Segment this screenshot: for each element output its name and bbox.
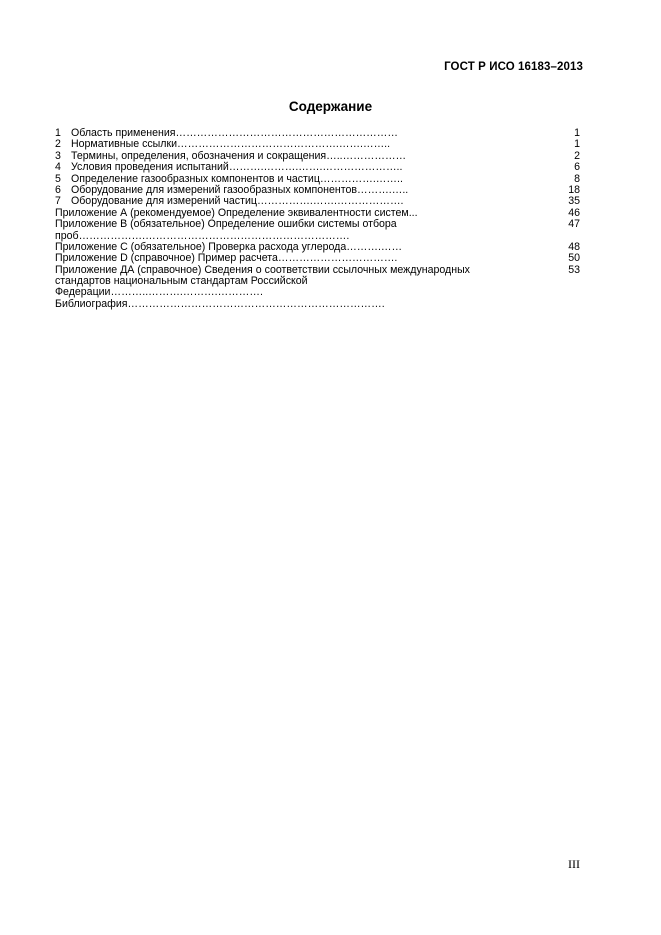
toc-entry-page: 46 — [568, 206, 580, 219]
toc-entry-title: Условия проведения испытаний……….……….…….………………….. — [71, 161, 403, 174]
toc-entry-number: 4 — [55, 161, 61, 174]
toc-entry[interactable] — [55, 162, 585, 173]
toc-entry-title: Библиография………………………………………………………………. — [55, 297, 385, 310]
toc-entry-title: Приложение С (обязательное) Проверка расхода углерода……….…… — [55, 240, 403, 253]
toc-entry-page: 1 — [574, 127, 580, 139]
toc-entry-title: Нормативные ссылки……………………………………….…….…….. — [71, 138, 391, 151]
toc-entry-title: Оборудование для измерений частиц…………….…….………………. — [71, 195, 404, 208]
toc-entry-annex-d[interactable] — [55, 253, 585, 264]
toc-entry-title: Термины, определения, обозначения и сокращения…..……………… — [71, 149, 407, 162]
toc-entry-title: Область применения……………………………………………………… — [71, 127, 398, 139]
toc-entry-page: 53 — [568, 263, 580, 276]
toc-entry-page: 47 — [568, 218, 580, 231]
toc-entry-page: 2 — [574, 149, 580, 162]
toc-entry-page: 8 — [574, 172, 580, 185]
toc-entry-page: 6 — [574, 161, 580, 174]
toc-entry-bibliography[interactable] — [55, 299, 585, 310]
toc-entry-page: 18 — [568, 183, 580, 196]
toc-title: Содержание — [288, 99, 373, 114]
toc-entry-title: проб……………….…………………………………………………. — [55, 229, 350, 242]
toc-entry-title: Определение газообразных компонентов и частиц…………….…….. — [71, 172, 403, 185]
toc-entry-page: 1 — [574, 138, 580, 151]
toc-entry-number: 7 — [55, 195, 61, 208]
toc-entry-number: 1 — [55, 127, 61, 139]
page-number: III — [568, 857, 580, 871]
standard-designation: ГОСТ Р ИСО 16183–2013 — [444, 61, 583, 73]
toc-entry-number: 5 — [55, 172, 61, 185]
toc-entry-page: 48 — [568, 240, 580, 253]
toc-entry-number: 6 — [55, 183, 61, 196]
toc-entry-number: 3 — [55, 149, 61, 162]
toc-entry-title: Приложение В (обязательное) Определение ошибки системы отбора — [55, 218, 397, 231]
toc-entry-page: 50 — [568, 252, 580, 265]
toc-entry-number: 2 — [55, 138, 61, 151]
toc-entry-title: Приложение А (рекомендуемое) Определение эквивалентности систем... — [55, 206, 418, 219]
toc-entry-title: Приложение ДА (справочное) Сведения о соответствии ссылочных международных — [55, 263, 470, 276]
toc-entry-annex-b[interactable] — [55, 219, 585, 230]
toc-entry-page: 35 — [568, 195, 580, 208]
toc-entry-title: Приложение D (справочное) Пример расчета……………………………. — [55, 252, 398, 265]
toc-entry-title: Оборудование для измерений газообразных компонентов……….….. — [71, 183, 409, 196]
toc-entry-title: Федерации………..……….……….…………. — [55, 286, 263, 299]
table-of-contents — [55, 128, 585, 310]
toc-entry-title: стандартов национальным стандартам Российской — [55, 275, 308, 288]
